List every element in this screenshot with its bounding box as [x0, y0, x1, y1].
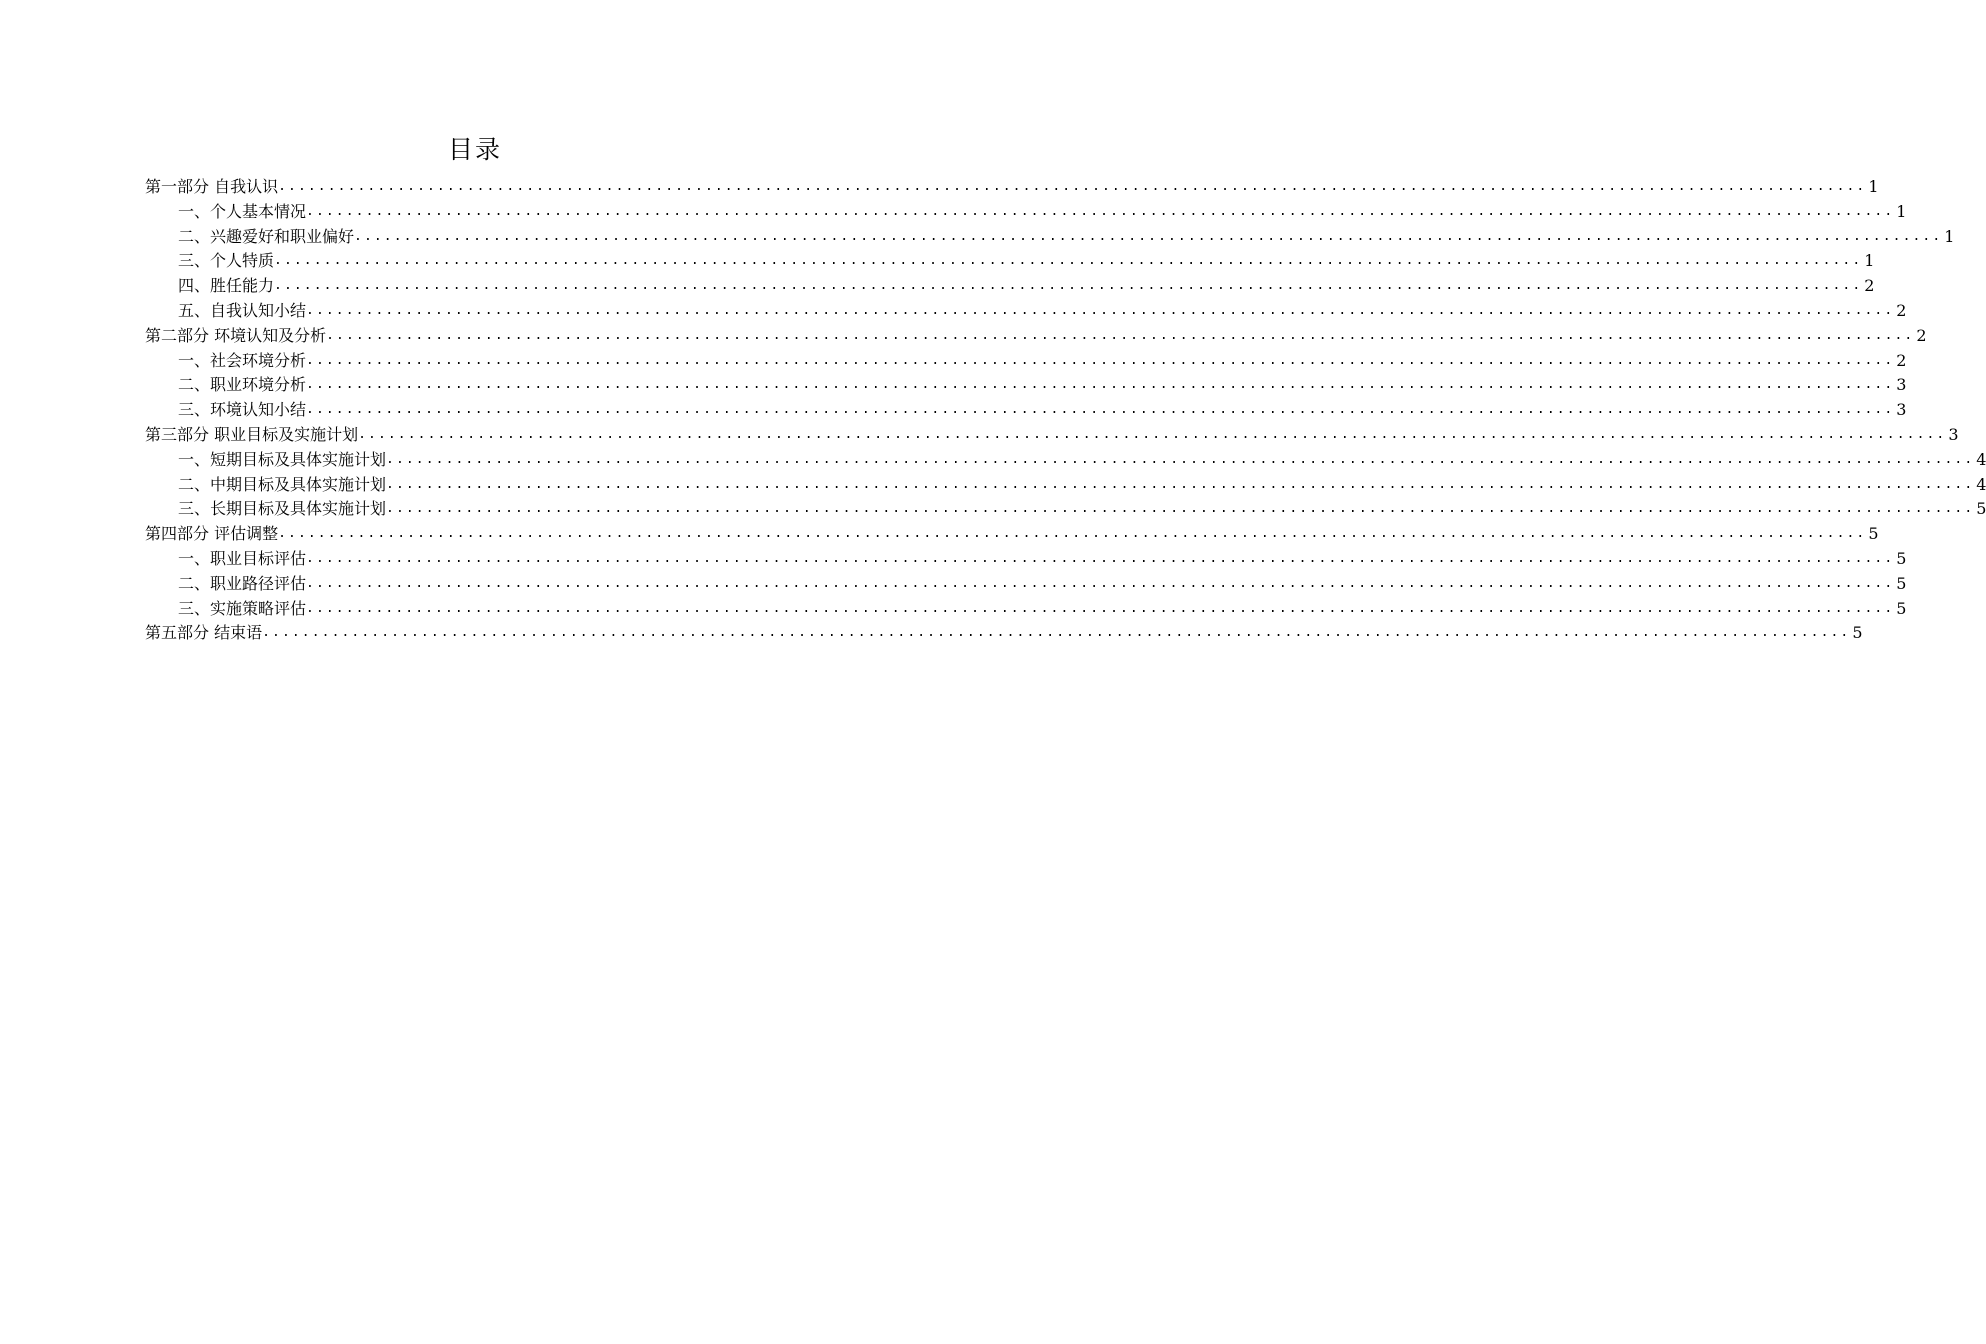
toc-leader-dots: ................................................................................................................................................................	[358, 426, 1947, 442]
toc-entry-text: 二、兴趣爱好和职业偏好	[178, 226, 355, 246]
toc-subsection-entry[interactable]	[145, 448, 1986, 473]
toc-subsection-entry[interactable]	[145, 597, 1907, 622]
toc-entry-text: 一、社会环境分析	[178, 350, 307, 370]
toc-subsection-entry[interactable]	[145, 572, 1907, 597]
toc-entry-text: 二、职业环境分析	[178, 375, 307, 395]
toc-subsection-entry[interactable]	[145, 473, 1986, 498]
toc-leader-dots: ................................................................................................................................................................	[306, 352, 1895, 368]
toc-subsection-entry[interactable]	[145, 249, 1875, 274]
toc-page-number: 2	[1896, 350, 1907, 370]
toc-page-number: 5	[1896, 573, 1907, 593]
toc-entry-text: 三、实施策略评估	[178, 598, 307, 618]
toc-section-entry[interactable]	[145, 423, 1959, 448]
toc-leader-dots: ................................................................................................................................................................	[354, 228, 1943, 244]
toc-leader-dots: ................................................................................................................................................................	[278, 526, 1867, 542]
toc-page-number: 2	[1864, 276, 1875, 296]
toc-subsection-entry[interactable]	[145, 274, 1875, 299]
toc-page-number: 4	[1976, 474, 1986, 494]
toc-entry-text: 二、中期目标及具体实施计划	[178, 474, 387, 494]
toc-page-number: 5	[1868, 524, 1879, 544]
toc-entry-text: 五、自我认知小结	[178, 300, 307, 320]
toc-page-number: 1	[1864, 251, 1875, 271]
toc-subsection-entry[interactable]	[145, 299, 1907, 324]
toc-leader-dots: ................................................................................................................................................................	[386, 501, 1975, 517]
toc-leader-dots: ................................................................................................................................................................	[306, 203, 1895, 219]
toc-entry-text: 三、个人特质	[178, 251, 275, 271]
toc-entry-text: 一、职业目标评估	[178, 548, 307, 568]
toc-leader-dots: ................................................................................................................................................................	[306, 600, 1895, 616]
toc-leader-dots: ................................................................................................................................................................	[386, 451, 1975, 467]
toc-leader-dots: ................................................................................................................................................................	[278, 179, 1867, 194]
toc-leader-dots: ................................................................................................................................................................	[274, 253, 1863, 269]
toc-leader-dots: ................................................................................................................................................................	[262, 625, 1851, 641]
toc-leader-dots: ................................................................................................................................................................	[306, 302, 1895, 318]
toc-page-number: 1	[1896, 201, 1907, 221]
toc-entry-text: 第一部分 自我认识	[145, 177, 279, 196]
toc-entry-text: 四、胜任能力	[178, 276, 275, 296]
toc-section-entry[interactable]	[145, 324, 1927, 349]
toc-leader-dots: ................................................................................................................................................................	[326, 327, 1915, 343]
toc-section-entry[interactable]	[145, 175, 1879, 200]
toc-entry-text: 第三部分 职业目标及实施计划	[145, 424, 359, 444]
toc-leader-dots: ................................................................................................................................................................	[306, 575, 1895, 591]
toc-section-entry[interactable]	[145, 522, 1879, 547]
table-of-contents	[145, 175, 1986, 646]
toc-subsection-entry[interactable]	[145, 547, 1907, 572]
toc-page-number: 4	[1976, 449, 1986, 469]
toc-leader-dots: ................................................................................................................................................................	[274, 278, 1863, 294]
toc-page-number: 3	[1948, 424, 1959, 444]
toc-entry-text: 一、短期目标及具体实施计划	[178, 449, 387, 469]
toc-leader-dots: ................................................................................................................................................................	[306, 550, 1895, 566]
toc-section-entry[interactable]	[145, 621, 1863, 646]
toc-leader-dots: ................................................................................................................................................................	[386, 476, 1975, 492]
toc-subsection-entry[interactable]	[145, 349, 1907, 374]
toc-leader-dots: ................................................................................................................................................................	[306, 402, 1895, 418]
toc-page-number: 1	[1944, 226, 1955, 246]
toc-entry-text: 第二部分 环境认知及分析	[145, 325, 327, 345]
toc-entry-text: 二、职业路径评估	[178, 573, 307, 593]
toc-subsection-entry[interactable]	[145, 200, 1907, 225]
toc-subsection-entry[interactable]	[145, 398, 1907, 423]
toc-page-number: 2	[1916, 325, 1927, 345]
toc-entry-text: 三、环境认知小结	[178, 400, 307, 420]
toc-subsection-entry[interactable]	[145, 225, 1955, 250]
toc-page-number: 3	[1896, 400, 1907, 420]
toc-page-number: 1	[1868, 177, 1879, 196]
toc-entry-text: 三、长期目标及具体实施计划	[178, 499, 387, 519]
toc-page-number: 5	[1896, 548, 1907, 568]
toc-entry-text: 第五部分 结束语	[145, 623, 263, 643]
toc-page-number: 3	[1896, 375, 1907, 395]
toc-leader-dots: ................................................................................................................................................................	[306, 377, 1895, 393]
toc-subsection-entry[interactable]	[145, 373, 1907, 398]
toc-entry-text: 第四部分 评估调整	[145, 524, 279, 544]
toc-page-number: 5	[1896, 598, 1907, 618]
toc-subsection-entry[interactable]	[145, 497, 1986, 522]
toc-page-number: 2	[1896, 300, 1907, 320]
toc-title: 目录	[447, 135, 502, 164]
toc-page-number: 5	[1976, 499, 1986, 519]
toc-entry-text: 一、个人基本情况	[178, 201, 307, 221]
toc-page-number: 5	[1852, 623, 1863, 643]
